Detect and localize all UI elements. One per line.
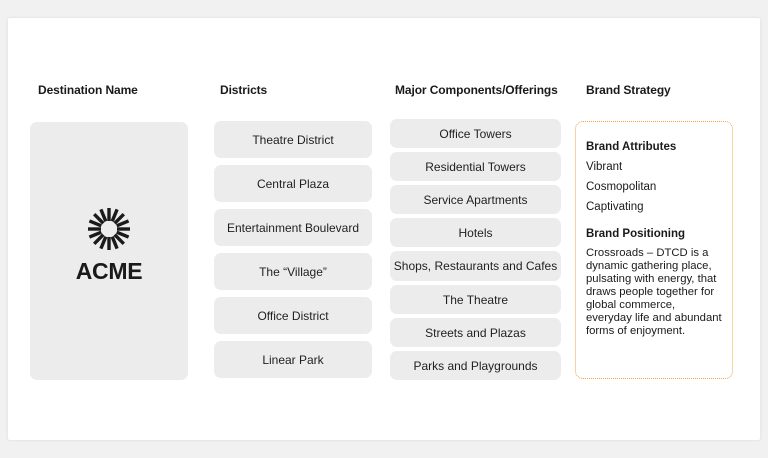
brand-positioning-text: Crossroads – DTCD is a dynamic gathering place, pulsating with energy, that draws people together for global commerce, everyday life and abundant forms of enjoyment. — [586, 247, 722, 337]
header-brand-strategy: Brand Strategy — [586, 83, 671, 97]
district-item: Linear Park — [214, 341, 372, 378]
brand-attribute: Cosmopolitan — [586, 181, 657, 193]
header-components: Major Components/Offerings — [395, 83, 558, 97]
district-item: Office District — [214, 297, 372, 334]
brand-strategy-panel — [575, 121, 733, 379]
starburst-logo-icon — [84, 204, 134, 254]
header-districts: Districts — [220, 83, 268, 97]
district-item: Central Plaza — [214, 165, 372, 202]
district-item: Theatre District — [214, 121, 372, 158]
district-item: The “Village” — [214, 253, 372, 290]
component-item: Office Towers — [390, 119, 561, 148]
component-item: Residential Towers — [390, 152, 561, 181]
component-item: The Theatre — [390, 285, 561, 314]
component-item: Streets and Plazas — [390, 318, 561, 347]
component-item: Hotels — [390, 218, 561, 247]
header-destination-name: Destination Name — [38, 83, 138, 97]
brand-attribute: Vibrant — [586, 161, 623, 173]
brand-attributes-title: Brand Attributes — [586, 141, 677, 153]
destination-logo-panel — [30, 122, 188, 380]
district-item: Entertainment Boulevard — [214, 209, 372, 246]
component-item: Service Apartments — [390, 185, 561, 214]
component-item: Shops, Restaurants and Cafes — [390, 251, 561, 281]
brand-positioning-title: Brand Positioning — [586, 228, 686, 240]
brand-attribute: Captivating — [586, 201, 644, 213]
destination-logo-text: ACME — [75, 258, 143, 284]
component-item: Parks and Playgrounds — [390, 351, 561, 380]
